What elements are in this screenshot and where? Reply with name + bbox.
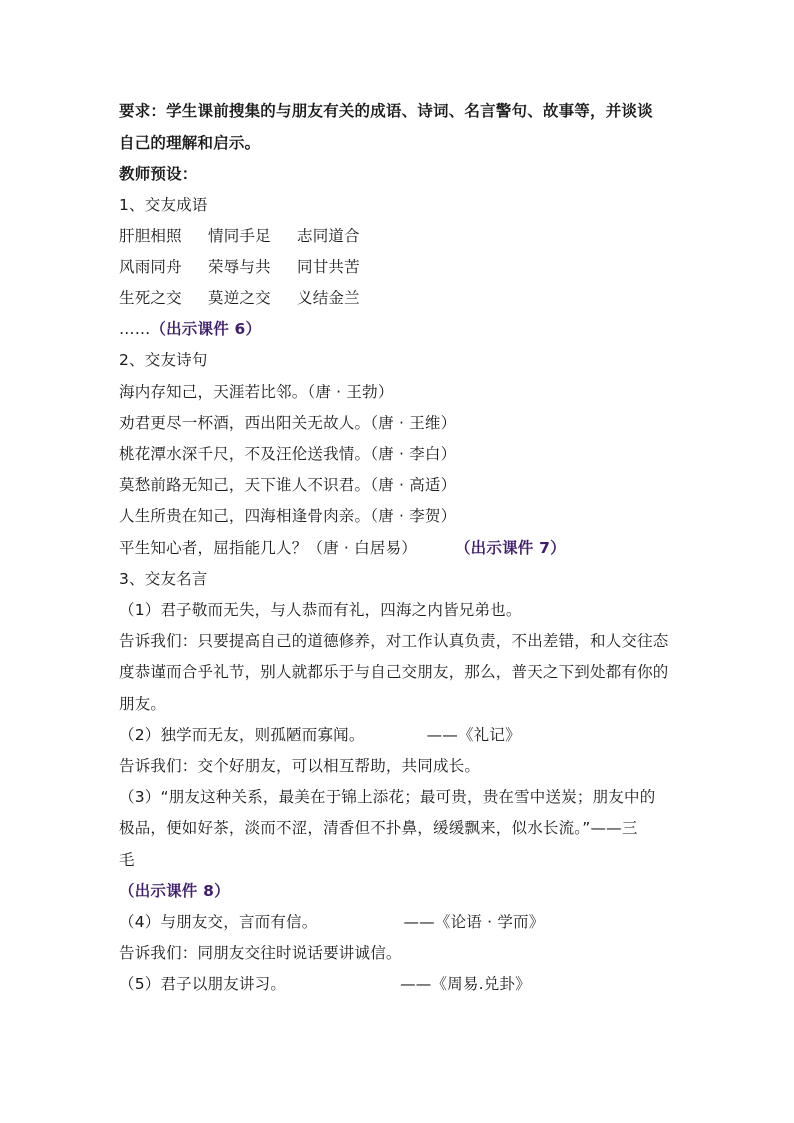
- quote-3-line: 极品，便如好茶，淡而不涩，清香但不扑鼻，缓缓飘来，似水长流。”——三: [119, 819, 638, 837]
- quote-1-explain-line: 朋友。: [119, 695, 167, 713]
- requirement-line-2: 自己的理解和启示。: [119, 134, 261, 152]
- idiom: 情同手足: [208, 227, 271, 245]
- poem-line: 平生知心者，屈指能几人？（唐 · 白居易）: [119, 539, 417, 557]
- idiom-row: [119, 283, 679, 314]
- quote-3-line: 毛: [119, 851, 135, 869]
- quote-5-line: [119, 969, 679, 1000]
- quote-4-explain: 告诉我们：同朋友交往时说话要讲诚信。: [119, 944, 402, 962]
- quote-1-explain-line: 告诉我们：只要提高自己的道德修养，对工作认真负责，不出差错，和人交往态: [119, 632, 669, 650]
- idiom: 生死之交: [119, 289, 182, 307]
- idiom: 义结金兰: [297, 289, 360, 307]
- idiom-row: [119, 221, 679, 252]
- quote-5-source: ——《周易.兑卦》: [400, 975, 531, 993]
- poem-line: 劝君更尽一杯酒，西出阳关无故人。（唐 · 王维）: [119, 414, 457, 432]
- poem-last-line: [119, 533, 679, 564]
- quote-2: （2）独学而无友，则孤陋而寡闻。: [119, 726, 365, 744]
- courseware-6-note: （出示课件 6）: [150, 320, 262, 338]
- idiom: 肝胆相照: [119, 227, 182, 245]
- courseware-8-note: （出示课件 8）: [119, 882, 230, 900]
- quote-4-line: [119, 907, 679, 938]
- idiom: 风雨同舟: [119, 258, 182, 276]
- poem-line: 人生所贵在知己，四海相逢骨肉亲。（唐 · 李贺）: [119, 507, 457, 525]
- poems-heading: 2、交友诗句: [119, 351, 208, 369]
- idiom-row: [119, 252, 679, 283]
- quote-2-explain: 告诉我们：交个好朋友，可以相互帮助，共同成长。: [119, 757, 481, 775]
- quote-1-explain-line: 度恭谨而合乎礼节，别人就都乐于与自己交朋友，那么，普天之下到处都有你的: [119, 663, 669, 681]
- quote-2-source: ——《礼记》: [426, 726, 521, 744]
- idioms-heading: 1、交友成语: [119, 196, 208, 214]
- poem-line: 莫愁前路无知己，天下谁人不识君。（唐 · 高适）: [119, 476, 457, 494]
- quote-4: （4）与朋友交，言而有信。: [119, 913, 318, 931]
- quote-1: （1）君子敬而无失，与人恭而有礼，四海之内皆兄弟也。: [119, 601, 522, 619]
- poem-line: 海内存知己，天涯若比邻。（唐 · 王勃）: [119, 383, 394, 401]
- quote-2-line: [119, 720, 679, 751]
- quote-3-line: （3）“朋友这种关系，最美在于锦上添花；最可贵，贵在雪中送炭；朋友中的: [119, 788, 656, 806]
- idiom: 荣辱与共: [208, 258, 271, 276]
- courseware-6-line: [119, 314, 679, 345]
- preset-label: 教师预设：: [119, 165, 198, 183]
- idiom: 同甘共苦: [297, 258, 360, 276]
- idiom: 莫逆之交: [208, 289, 271, 307]
- quote-4-source: ——《论语 · 学而》: [403, 913, 545, 931]
- idiom: 志同道合: [297, 227, 360, 245]
- poem-line: 桃花潭水深千尺，不及汪伦送我情。（唐 · 李白）: [119, 445, 457, 463]
- requirement-line-1: 要求：学生课前搜集的与朋友有关的成语、诗词、名言警句、故事等，并谈谈: [119, 102, 653, 120]
- quote-5: （5）君子以朋友讲习。: [119, 975, 287, 993]
- ellipsis: ……: [119, 320, 151, 338]
- courseware-7-note: （出示课件 7）: [454, 539, 566, 557]
- quotes-heading: 3、交友名言: [119, 570, 208, 588]
